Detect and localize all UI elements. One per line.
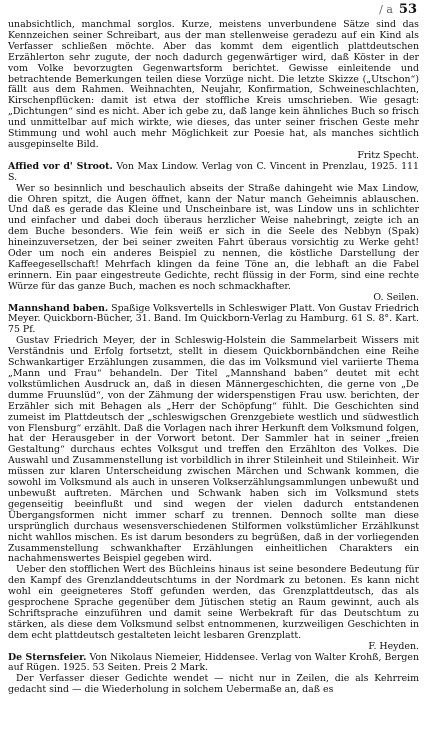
review-2-text: Wer so besinnlich und beschaulich abseits der Straße dahingeht wie Max Lindow, die Ohren spitzt, die Augen öffnet, kann der Natur manch Geheimnis ablauschen. Und daß es gerade das Kleine und Unscheinbare ist, was Lindow uns in schlichter und einfacher und dabei doch überaus herzlicher Weise nahebringt, zeigte ich an dem Buche besonders. Wie fein weiß er sich in die Seele des Nebbyn (Spak) hineinzuversetzen, der bei seiner zweiten Fahrt überaus vorsichtig zu Werke geht! Oder um noch ein anderes Beispiel zu nennen, die köstliche Darstellung der Kaffeegesellschaft! Mehrfach klingen da feine Töne an, die lebhaft an die Fabel erinnern. Ein paar eingestreute Gedichte, recht flüssig in der Form, sind eine rechte Würze für das ganze Buch, machen es noch schmackhafter.: [8, 182, 419, 292]
review-4-title: De Sternsfeier.: [8, 651, 87, 663]
page-content: [8, 20, 419, 696]
review-2-signature: O. Seilen.: [373, 291, 419, 303]
review-3-text-1: Gustav Friedrich Meyer, der in Schleswig-Holstein die Sammelarbeit Wissers mit Verständnis und Erfolg fortsetzt, stellt in diesem Quickbornbändchen eine Reihe Schwankartiger Erzählungen zusammen, die das im Volksmund viel variierte Thema „Mann und Frau“ behandeln. Der Titel „Mannshand baben“ deutet mit echt volkstümlichen Ausdruck an, daß in diesen Männergeschichten, die gerne von „De dumme Fruunslüd“, von der Zähmung der widerspenstigen Frau usw. berichten, der Erzähler sich mit Behagen als „Herr der Schöpfung“ fühlt. Die Geschichten sind zumeist im Plattdeutsch der „schleswigschen Grenzgebiete westlich und südwestlich von Flensburg“ erzählt. Daß die Vorlagen nach ihrer Herkunft dem Volksmund folgen, hat der Herausgeber in der Vorwort betont. Der Sammler hat in seiner „freien Gestaltung“ durchaus echtes Volksgut und treffen den Erzählton des Volkes. Die Auswahl und Zusammenstellung ist vorbildlich in ihrer Stileinheit und Stileinheit. Wir müssen zur klaren Unterscheidung zwischen Märchen und Schwank kommen, die sowohl im Volksmund als auch in unseren Volkserzählungsammlungen unbewußt und unbewußt auftreten. Märchen und Schwank haben sich im Volksmund stets gegenseitig beeinflußt und sind wegen der vielen dadurch entstandenen Übergangsformen nicht immer scharf zu trennen. Dennoch sollte man diese ursprünglich durchaus wesensverschiedenen Stilformen volkstümlicher Erzählkunst nicht wahllos mischen. Es ist darum besonders zu begrüßen, daß in der vorliegenden Zusammenstellung schwankhafter Erzählungen einheitlichen Charakters ein nachahmenswertes Beispiel gegeben wird.: [8, 335, 419, 565]
review-3-text-2: Ueber den stofflichen Wert des Büchleins hinaus ist seine besondere Bedeutung für den Kampf des Grenzlanddeutschtums in der Nordmark zu betonen. Es kann nicht wohl ein geeigneteres Stoff gefunden werden, das Grenzplattdeutsch, das als gesprochene Sprache gegenüber dem Jütischen stetig an Raum gewinnt, auch als Schriftsprache einzuführen und damit seine Werbekraft für das Deutschtum zu stärken, als diese dem Volksmund selbst entnommenen, kurzweiligen Geschichten in dem echt plattdeutsch gestalteten leicht lesbaren Grenzplatt.: [8, 564, 419, 641]
review-4-header: [8, 653, 419, 675]
review-3-biblio: Spaßige Volksvertells in Schleswiger Platt. Von Gustav Friedrich Meyer. Quickborn-Bücher, 31. Band. Im Quickborn-Verlag zu Hamburg. 61 S. 8°. Kart. 75 Pf.: [8, 302, 419, 336]
review-2-header: [8, 162, 419, 184]
page-number: 53: [398, 2, 417, 17]
review-3-title: Mannshand baben.: [8, 302, 109, 314]
review-1-text: unabsichtlich, manchmal sorglos. Kurze, meistens unverbundene Sätze sind das Kennzeichen seiner Schreibart, aus der man stellenweise geradezu auf ein Kind als Verfasser schließen möchte. Aber das kommt dem eigentlich plattdeutschen Erzählerton sehr zugute, der noch dadurch gegenwärtiger wird, daß Köster in der vom Volke bevorzugten Gegenwartsform berichtet. Gewisse einleitende und betrachtende Bemerkungen teilen diese Vorzüge nicht. Die letzte Skizze („Utschon“) fällt aus dem Rahmen. Weihnachten, Neujahr, Konfirmation, Schweineschlachten, Kirschenpflücken: damit ist etwa der stoffliche Kreis umschrieben. Wie gesagt: „Dichtungen“ sind es nicht. Aber ich gebe zu, daß lange kein ähnliches Buch so frisch und unmittelbar auf mich wirkte, wie dieses, das unter seiner frischen Geste mehr Stimmung und wohl auch mehr Möglichkeit zur Poesie hat, als manches sichtlich ausgepinselte Bild.: [8, 19, 419, 150]
review-3-signature: F. Heyden.: [368, 640, 419, 652]
review-2-biblio: Von Max Lindow. Verlag von C. Vincent in Prenzlau, 1925. 111 S.: [8, 160, 419, 183]
review-1-signature: Fritz Specht.: [357, 149, 419, 161]
review-2-title: Affied vor d' Stroot.: [8, 160, 113, 172]
margin-mark: / a: [379, 3, 393, 16]
review-3-header: [8, 304, 419, 337]
page-header: [379, 2, 417, 17]
review-4-biblio: Von Nikolaus Niemeier, Hiddensee. Verlag von Walter Krohß, Bergen auf Rügen. 1925. 53 Seiten. Preis 2 Mark.: [8, 651, 420, 674]
review-4-text: Der Verfasser dieser Gedichte wendet — nicht nur in Zeilen, die als Kehrreim gedacht sind — die Wiederholung in solchem Uebermaße an, daß es: [8, 673, 419, 696]
